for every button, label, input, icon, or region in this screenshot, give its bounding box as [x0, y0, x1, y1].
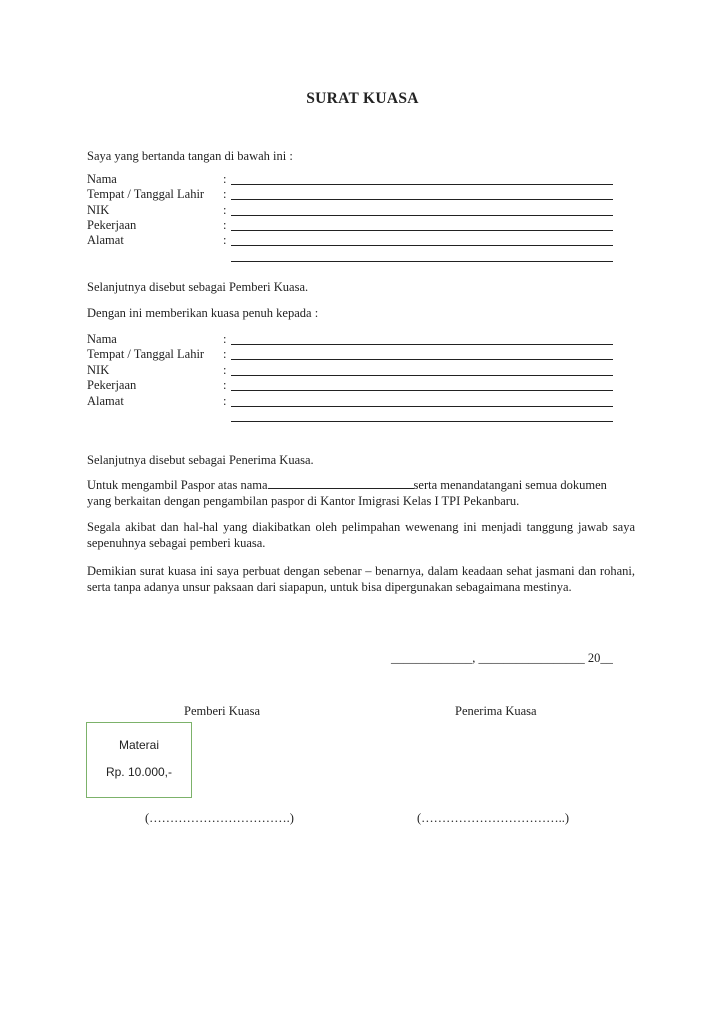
penerima-pekerjaan-line[interactable]	[231, 390, 613, 391]
pemberi-label-nama: Nama	[87, 172, 117, 186]
colon: :	[223, 363, 227, 377]
colon: :	[223, 347, 227, 361]
pemberi-pekerjaan-line[interactable]	[231, 230, 613, 231]
pemberi-alamat-line[interactable]	[231, 245, 613, 246]
pemberi-nama-line[interactable]	[231, 184, 613, 185]
colon: :	[223, 233, 227, 247]
penerima-label-pekerjaan: Pekerjaan	[87, 378, 137, 392]
pemberi-label-nik: NIK	[87, 203, 110, 217]
penerima-label-nik: NIK	[87, 363, 110, 377]
signature-label-pemberi: Pemberi Kuasa	[184, 704, 261, 718]
penerima-alamat-line-2[interactable]	[231, 421, 613, 422]
colon: :	[223, 203, 227, 217]
pemberi-nik-line[interactable]	[231, 215, 613, 216]
pemberi-label-alamat: Alamat	[87, 233, 124, 247]
passport-text-b: serta menandatangani semua dokumen	[413, 478, 607, 492]
paragraph-closing: Demikian surat kuasa ini saya perbuat dengan sebenar – benarnya, dalam keadaan sehat jasmani dan rohani, serta tanpa adanya unsur paksaan dari siapapun, untuk bisa dipergunakan sebagaimana mestinya.	[87, 564, 635, 594]
signature-name-penerima[interactable]: (……………………………..)	[417, 811, 570, 825]
signature-label-penerima: Penerima Kuasa	[455, 704, 537, 718]
intro-text: Saya yang bertanda tangan di bawah ini :	[87, 149, 293, 163]
penerima-note: Selanjutnya disebut sebagai Penerima Kuasa.	[87, 453, 314, 467]
penerima-label-ttl: Tempat / Tanggal Lahir	[87, 347, 205, 361]
pemberi-alamat-line-2[interactable]	[231, 261, 613, 262]
paragraph-passport-line1	[87, 477, 635, 493]
colon: :	[223, 332, 227, 346]
penerima-nama-line[interactable]	[231, 344, 613, 345]
penerima-ttl-line[interactable]	[231, 359, 613, 360]
stamp-label: Materai	[118, 738, 159, 752]
penerima-label-nama: Nama	[87, 332, 117, 346]
colon: :	[223, 218, 227, 232]
colon: :	[223, 172, 227, 186]
passport-text-a: Untuk mengambil Paspor atas nama	[87, 478, 268, 492]
pemberi-label-ttl: Tempat / Tanggal Lahir	[87, 187, 205, 201]
paragraph-responsibility: Segala akibat dan hal-hal yang diakibatkan oleh pelimpahan wewenang ini menjadi tanggung jawab saya sepenuhnya sebagai pemberi kuasa.	[87, 520, 635, 550]
penerima-nik-line[interactable]	[231, 375, 613, 376]
stamp-value: Rp. 10.000,-	[105, 765, 173, 779]
document-title: SURAT KUASA	[306, 90, 419, 107]
signature-name-pemberi[interactable]: (…………………………….)	[145, 811, 294, 825]
penerima-label-alamat: Alamat	[87, 394, 124, 408]
penerima-alamat-line[interactable]	[231, 406, 613, 407]
pemberi-ttl-line[interactable]	[231, 199, 613, 200]
grant-intro: Dengan ini memberikan kuasa penuh kepada :	[87, 306, 319, 320]
paragraph-passport-line2: yang berkaitan dengan pengambilan paspor di Kantor Imigrasi Kelas I TPI Pekanbaru.	[87, 494, 520, 508]
colon: :	[223, 187, 227, 201]
materai-stamp-box	[86, 722, 192, 798]
pemberi-label-pekerjaan: Pekerjaan	[87, 218, 137, 232]
date-place-line[interactable]: _____________, _________________ 20__	[391, 651, 613, 665]
colon: :	[223, 378, 227, 392]
colon: :	[223, 394, 227, 408]
pemberi-note: Selanjutnya disebut sebagai Pemberi Kuasa.	[87, 280, 309, 294]
passport-name-blank[interactable]	[268, 487, 414, 489]
